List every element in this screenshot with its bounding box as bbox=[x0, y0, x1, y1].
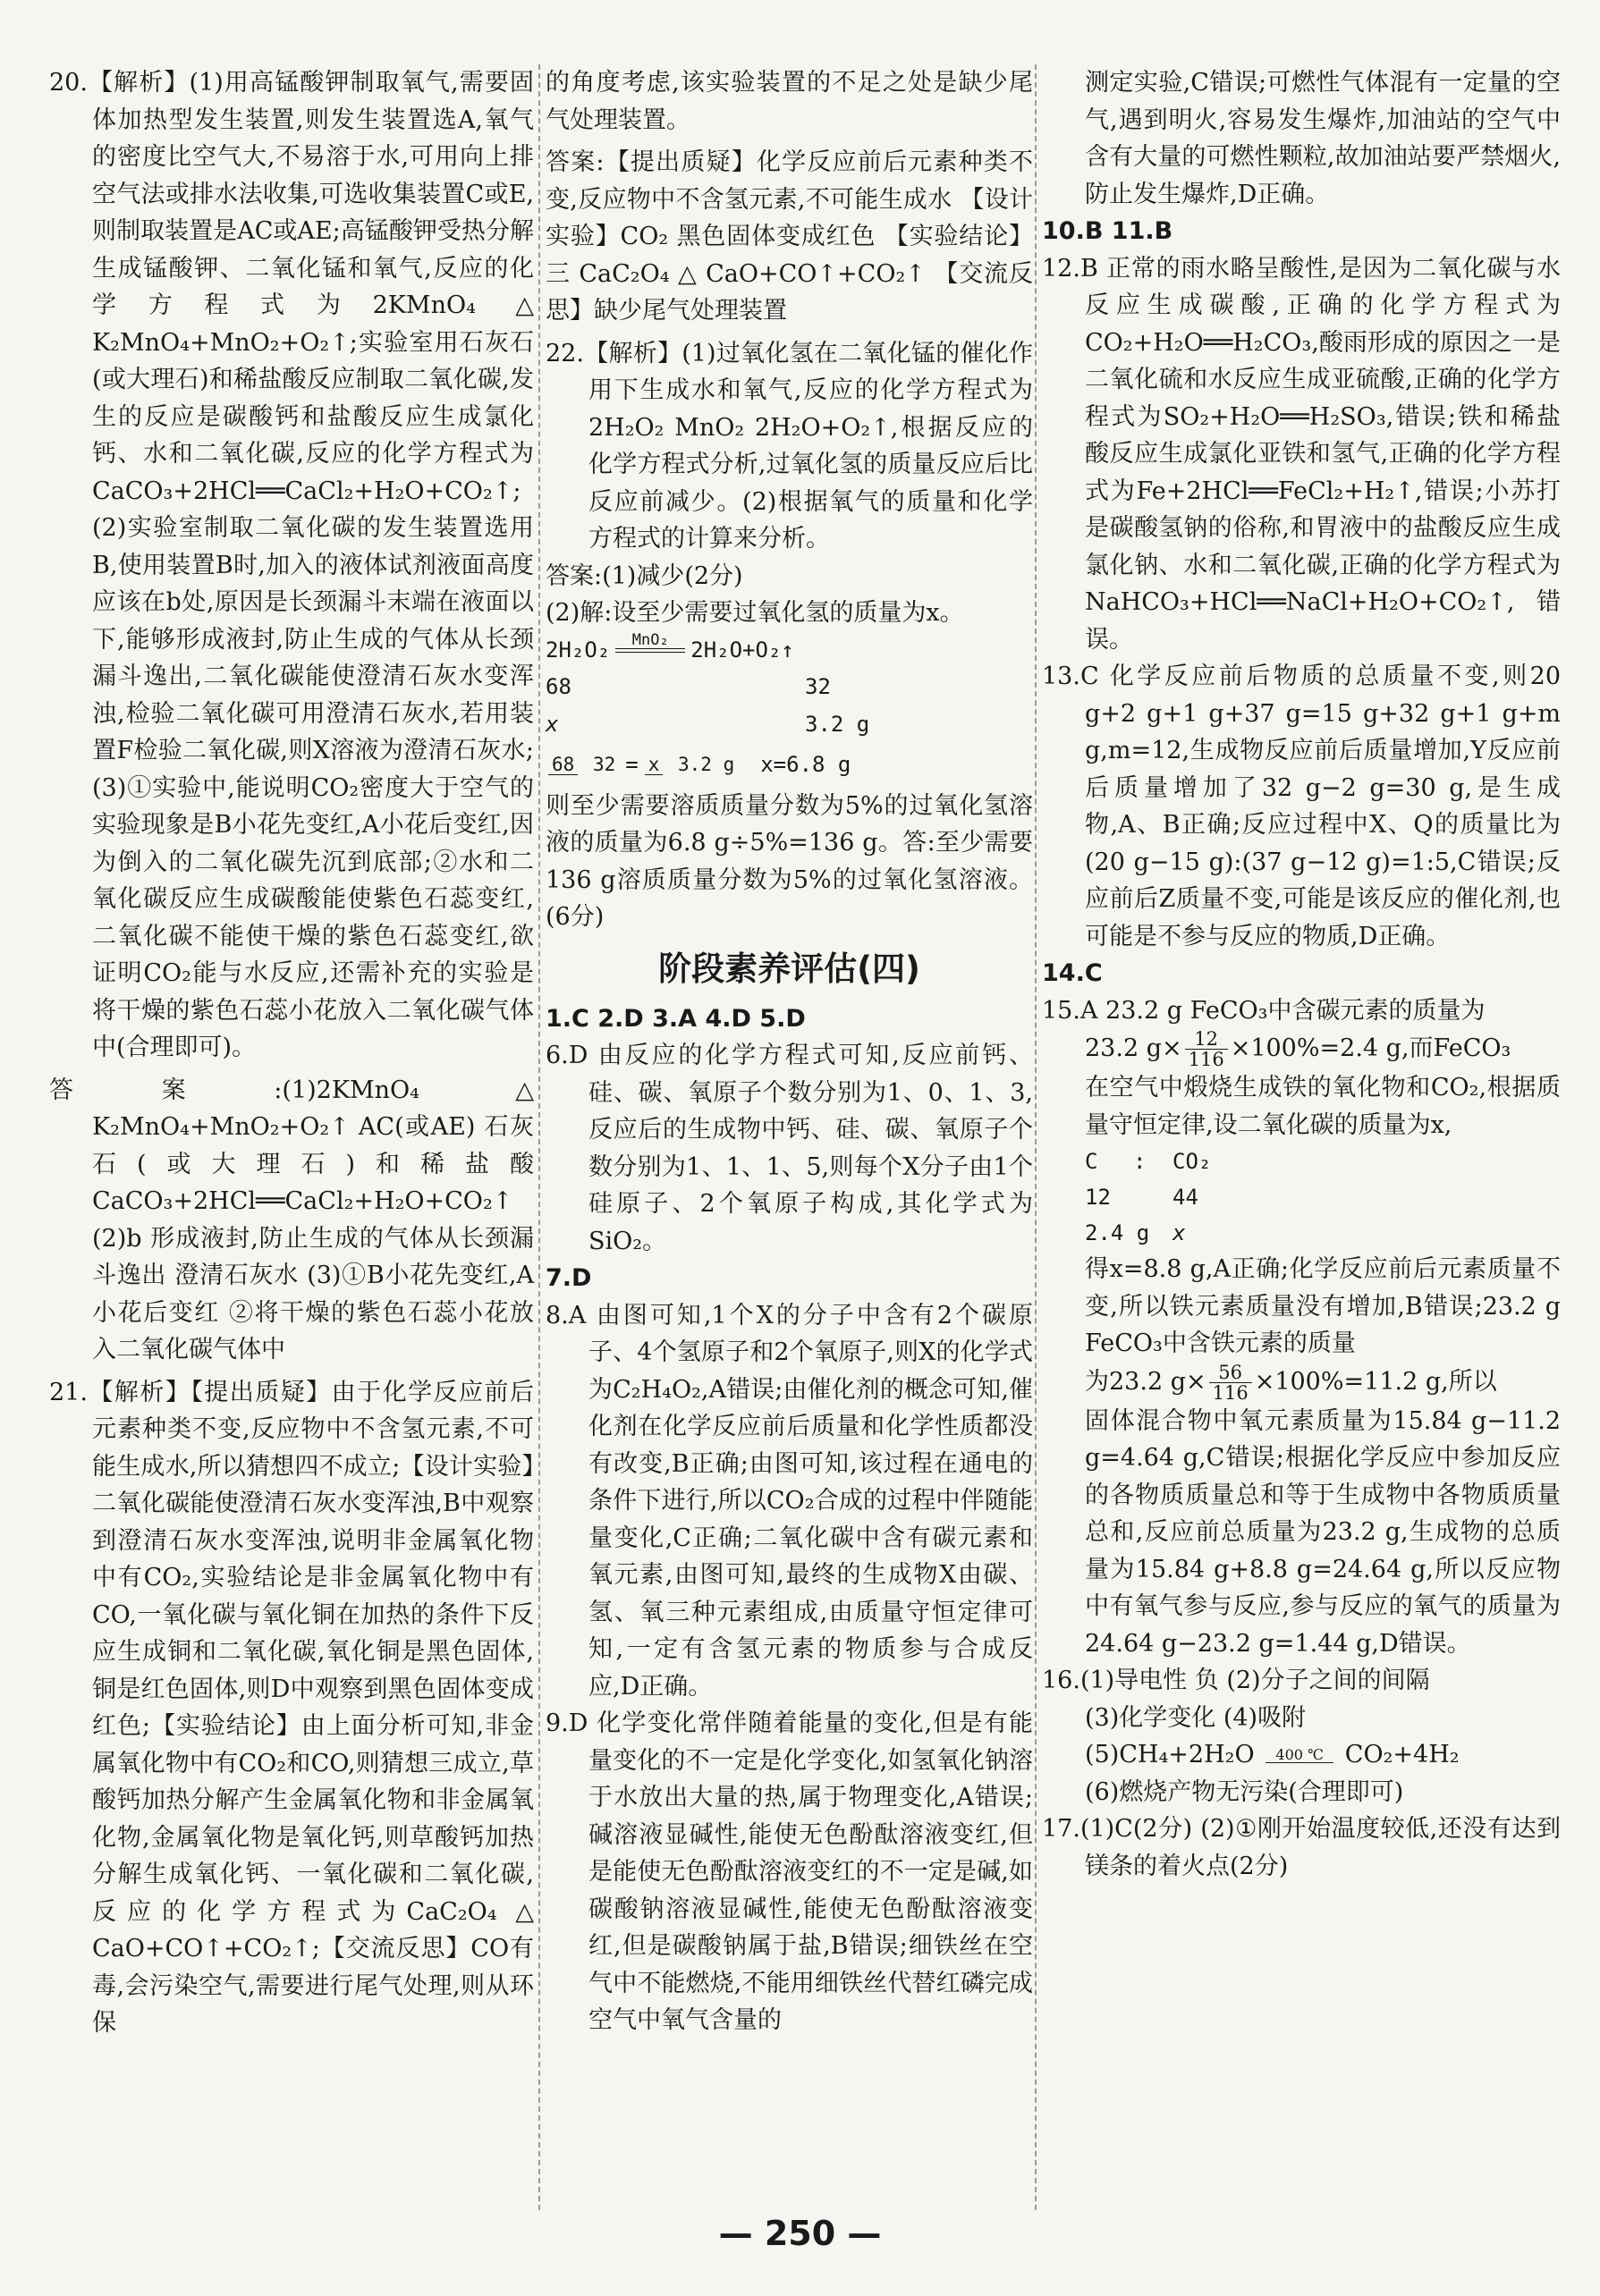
q15-r1-sep: : bbox=[1133, 1149, 1147, 1174]
q22-calculation bbox=[546, 632, 1033, 784]
q15-b-post: ×100%=2.4 g,而FeCO₃ bbox=[1230, 1034, 1511, 1062]
q15-line-a: 15.A 23.2 g FeCO₃中含碳元素的质量为 bbox=[1042, 996, 1486, 1025]
q15-line-d: 得x=8.8 g,A正确;化学反应前后元素质量不变,所以铁元素质量没有增加,B错误;23.2 g FeCO₃中含铁元素的质量 bbox=[1085, 1255, 1561, 1357]
calc-result: x=6.8 g bbox=[760, 752, 851, 777]
calc-frac1-bot: 32 bbox=[592, 754, 616, 776]
calc-frac2-top: x bbox=[645, 755, 664, 775]
q20-analysis: 20.【解析】(1)用高锰酸钾制取氧气,需要固体加热型发生装置,则发生装置选A,氧气的密度比空气大,不易溶于水,可用向上排空气法或排水法收集,可选收集装置C或E,则制取装置是AC或AE;高锰酸钾受热分解生成锰酸钾、二氧化锰和氧气,反应的化学方程式为2KMnO₄ △ K₂MnO₄+MnO₂+O₂↑;实验室用石灰石(或大理石)和稀盐酸反应制取二氧化碳,发生的反应是碳酸钙和盐酸反应生成氯化钙、水和二氧化碳,反应的化学方程式为CaCO₃+2HCl══CaCl₂+H₂O+CO₂↑;(2)实验室制取二氧化碳的发生装置选用B,使用装置B时,加入的液体试剂液面高度应该在b处,原因是长颈漏斗末端在液面以下,能够形成液封,防止生成的气体从长颈漏斗逸出,二氧化碳能使澄清石灰水变浑浊,检验二氧化碳可用澄清石灰水,若用装置F检验二氧化碳,则X溶液为澄清石灰水;(3)①实验中,能说明CO₂密度大于空气的实验现象是B小花先变红,A小花后变红,因为倒入的二氧化碳先沉到底部;②水和二氧化碳反应生成碳酸能使紫色石蕊变红,二氧化碳不能使干燥的紫色石蕊变红,欲证明CO₂能与水反应,还需补充的实验是将干燥的紫色石蕊小花放入二氧化碳气体中(合理即可)。 bbox=[49, 69, 534, 1061]
q7-answer: 7.D bbox=[546, 1264, 592, 1292]
q15-calc-row2 bbox=[1085, 1179, 1561, 1215]
q15-r1-a: C bbox=[1085, 1149, 1098, 1174]
q22-conclusion: 则至少需要溶质质量分数为5%的过氧化氢溶液的质量为6.8 g÷5%=136 g。答:至少需要136 g溶质质量分数为5%的过氧化氢溶液。(6分) bbox=[546, 791, 1033, 931]
q16-c-pre: (5)CH₄+2H₂O bbox=[1085, 1741, 1255, 1768]
calc-ratio-row bbox=[546, 669, 1033, 706]
q15-r1-b: CO₂ bbox=[1172, 1149, 1212, 1174]
q21-analysis-continued: 的角度考虑,该实验装置的不足之处是缺少尾气处理装置。 bbox=[546, 69, 1033, 134]
q15-e-pre: 为23.2 g× bbox=[1085, 1367, 1206, 1396]
q22-answer-part1: 答案:(1)减少(2分) bbox=[546, 561, 743, 590]
calc-equation-row bbox=[546, 632, 1033, 670]
q22-answer-part2: (2)解:设至少需要过氧化氢的质量为x。 bbox=[546, 599, 964, 627]
page-number: — 250 — bbox=[718, 2214, 882, 2253]
calc-r2-b: 3.2 g bbox=[805, 711, 870, 737]
q10-11-answers: 10.B 11.B bbox=[1042, 217, 1173, 245]
q16-c-line bbox=[1266, 1762, 1333, 1763]
q15-r2-a: 12 bbox=[1085, 1185, 1111, 1210]
q21-answer: 答案:【提出质疑】化学反应前后元素种类不变,反应物中不含氢元素,不可能生成水 【设计实验】CO₂ 黑色固体变成红色 【实验结论】三 CaC₂O₄ △ CaO+CO↑+CO₂↑ 【交流反思】缺少尾气处理装置 bbox=[546, 148, 1033, 325]
q15-calc-row3 bbox=[1085, 1215, 1561, 1251]
calc-eq-left: 2H₂O₂ bbox=[546, 637, 611, 663]
calc-fraction-2 bbox=[645, 755, 739, 775]
q15-e-top: 56 bbox=[1209, 1363, 1252, 1383]
column-middle bbox=[546, 64, 1033, 2039]
q15-calc-row1 bbox=[1085, 1144, 1561, 1179]
q15-b-fraction bbox=[1185, 1029, 1228, 1069]
q16-line-b: (3)化学变化 (4)吸附 bbox=[1085, 1703, 1307, 1732]
q8-answer: 8.A 由图可知,1个X的分子中含有2个碳原子、4个氢原子和2个氧原子,则X的化学式为C₂H₄O₂,A错误;由催化剂的概念可知,催化剂在化学反应前后质量和化学性质都没有改变,B正确;由图可知,该过程在通电的条件下进行,所以CO₂合成的过程中伴随能量变化,C正确;二氧化碳中含有碳元素和氧元素,由图可知,最终的生成物X由碳、氢、氧三种元素组成,由质量守恒定律可知,一定有含氢元素的物质参与合成反应,D正确。 bbox=[546, 1301, 1033, 1701]
q12-answer: 12.B 正常的雨水略呈酸性,是因为二氧化碳与水反应生成碳酸,正确的化学方程式为CO₂+H₂O══H₂CO₃,酸雨形成的原因之一是二氧化硫和水反应生成亚硫酸,正确的化学方程式为SO₂+H₂O══H₂SO₃,错误;铁和稀盐酸反应生成氯化亚铁和氢气,正确的化学方程式为Fe+2HCl══FeCl₂+H₂↑,错误;小苏打是碳酸氢钠的俗称,和胃液中的盐酸反应生成氯化钠、水和二氧化碳,正确的化学方程式为NaHCO₃+HCl══NaCl+H₂O+CO₂↑,错误。 bbox=[1042, 254, 1561, 654]
q15-b-bot: 116 bbox=[1188, 1049, 1224, 1070]
q6-answer: 6.D 由反应的化学方程式可知,反应前钙、硅、碳、氧原子个数分别为1、0、1、3,反应后的生成物中钙、硅、碳、氧原子个数分别为1、1、1、5,则每个X分子由1个硅原子、2个氧原子构成,其化学式为SiO₂。 bbox=[546, 1042, 1033, 1255]
q22-analysis: 22.【解析】(1)过氧化氢在二氧化锰的催化作用下生成水和氧气,反应的化学方程式为2H₂O₂ MnO₂ 2H₂O+O₂↑,根据反应的化学方程式分析,过氧化氢的质量反应后比反应前减少。(2)根据氧气的质量和化学方程式的计算来分析。 bbox=[546, 339, 1033, 553]
column-divider-right bbox=[1035, 64, 1037, 2210]
calc-r1-a: 68 bbox=[546, 674, 571, 699]
calc-frac1-top: 68 bbox=[548, 755, 578, 775]
q15-e-post: ×100%=11.2 g,所以 bbox=[1254, 1367, 1497, 1396]
q15-line-e bbox=[1042, 1363, 1561, 1403]
calc-fraction-1 bbox=[548, 755, 619, 775]
q15-b-pre: 23.2 g× bbox=[1085, 1034, 1182, 1062]
q15-calc bbox=[1042, 1144, 1561, 1251]
q15-r2-b: 44 bbox=[1172, 1185, 1198, 1210]
q15-e-bot: 116 bbox=[1212, 1381, 1249, 1404]
q16-line-c bbox=[1042, 1736, 1561, 1774]
q15-line-c: 在空气中煅烧生成铁的氧化物和CO₂,根据质量守恒定律,设二氧化碳的质量为x, bbox=[1085, 1074, 1561, 1139]
q16-c-post: CO₂+4H₂ bbox=[1344, 1741, 1460, 1768]
calc-frac2-bot: 3.2 g bbox=[678, 754, 735, 776]
q14-answer: 14.C bbox=[1042, 959, 1103, 987]
calc-r1-b: 32 bbox=[805, 674, 831, 699]
q15-line-f: 固体混合物中氧元素质量为15.84 g−11.2 g=4.64 g,C错误;根据化学反应中参加反应的各物质质量总和等于生成物中各物质质量总和,反应前总质量为23.2 g,生成物的总质量为15.84 g+8.8 g=24.64 g,所以反应物中有氧气参与反应,参与反应的氧气的质量为24.64 g−23.2 g=1.44 g,D错误。 bbox=[1085, 1406, 1561, 1658]
calc-eq-catalyst: MnO₂ bbox=[631, 630, 669, 649]
calc-eq-sign bbox=[615, 648, 685, 653]
column-divider-left bbox=[538, 64, 540, 2210]
calc-proportion-row: 68 32 = x 3.2 g x=6.8 g bbox=[546, 747, 1033, 784]
q13-answer: 13.C 化学反应前后物质的总质量不变,则20 g+2 g+1 g+37 g=15 g+32 g+1 g+m g,m=12,生成物反应前后质量增加,Y反应前后质量增加了32 g−2 g=30 g,是生成物,A、B正确;反应过程中X、Q的质量比为(20 g−15 g):(37 g−12 g)=1:5,C错误;反应前后Z质量不变,可能是该反应的催化剂,也可能是不参与反应的物质,D正确。 bbox=[1042, 663, 1561, 950]
q15-r3-a: 2.4 g bbox=[1085, 1220, 1150, 1245]
q9-answer: 9.D 化学变化常伴随着能量的变化,但是有能量变化的不一定是化学变化,如氢氧化钠溶于水放出大量的热,属于物理变化,A错误;碱溶液显碱性,能使无色酚酞溶液变红,但是能使无色酚酞溶液变红的不一定是碱,如碳酸钠溶液显碱性,能使无色酚酞溶液变红,但是碳酸钠属于盐,B错误;细铁丝在空气中不能燃烧,不能用细铁丝代替红磷完成空气中氧气含量的 bbox=[546, 1709, 1033, 2034]
q15-line-b bbox=[1042, 1029, 1561, 1069]
section-title: 阶段素养评估(四) bbox=[658, 949, 920, 988]
q17-answer: 17.(1)C(2分) (2)①刚开始温度较低,还没有达到镁条的着火点(2分) bbox=[1042, 1815, 1561, 1880]
q15-answer bbox=[1042, 992, 1561, 1663]
calc-eq-arrow bbox=[615, 632, 685, 670]
q20-answer: 答案:(1)2KMnO₄ △ K₂MnO₄+MnO₂+O₂↑ AC(或AE) 石灰石(或大理石)和稀盐酸 CaCO₃+2HCl══CaCl₂+H₂O+CO₂↑ (2)b 形成液封,防止生成的气体从长颈漏斗逸出 澄清石灰水 (3)①B小花先变红,A小花后变红 ②将干燥的紫色石蕊小花放入二氧化碳气体中 bbox=[49, 1076, 534, 1363]
calc-eq-right: 2H₂O+O₂↑ bbox=[690, 637, 794, 663]
q16-c-cond: 400 ℃ bbox=[1275, 1746, 1324, 1763]
q21-analysis: 21.【解析】【提出质疑】由于化学反应前后元素种类不变,反应物中不含氢元素,不可能生成水,所以猜想四不成立;【设计实验】二氧化碳能使澄清石灰水变浑浊,B中观察到澄清石灰水变浑浊,说明非金属氧化物中有CO₂,实验结论是非金属氧化物中有CO,一氧化碳与氧化铜在加热的条件下反应生成铜和二氧化碳,氧化铜是黑色固体,铜是红色固体,则D中观察到黑色固体变成红色;【实验结论】由上面分析可知,非金属氧化物中有CO₂和CO,则猜想三成立,草酸钙加热分解产生金属氧化物和非金属氧化物,金属氧化物是氧化钙,则草酸钙加热分解生成氧化钙、一氧化碳和二氧化碳,反应的化学方程式为CaC₂O₄ △ CaO+CO↑+CO₂↑;【交流反思】CO有毒,会污染空气,需要进行尾气处理,则从环保 bbox=[49, 1378, 534, 2037]
column-left bbox=[49, 64, 534, 2042]
q16-c-arrow bbox=[1266, 1748, 1333, 1763]
column-right bbox=[1042, 64, 1561, 1885]
q15-e-fraction bbox=[1209, 1363, 1252, 1403]
q1-5-answers: 1.C 2.D 3.A 4.D 5.D bbox=[546, 1004, 806, 1033]
q9-answer-continued: 测定实验,C错误;可燃性气体混有一定量的空气,遇到明火,容易发生爆炸,加油站的空气中含有大量的可燃性颗粒,故加油站要严禁烟火,防止发生爆炸,D正确。 bbox=[1085, 69, 1561, 208]
calc-value-row bbox=[546, 706, 1033, 744]
q16-line-d: (6)燃烧产物无污染(合理即可) bbox=[1085, 1777, 1404, 1806]
calc-r2-a: x bbox=[546, 711, 559, 737]
q15-b-top: 12 bbox=[1185, 1029, 1228, 1050]
q15-r3-b: x bbox=[1172, 1220, 1186, 1245]
q16-line-a: 16.(1)导电性 负 (2)分子之间的间隔 bbox=[1042, 1667, 1430, 1694]
